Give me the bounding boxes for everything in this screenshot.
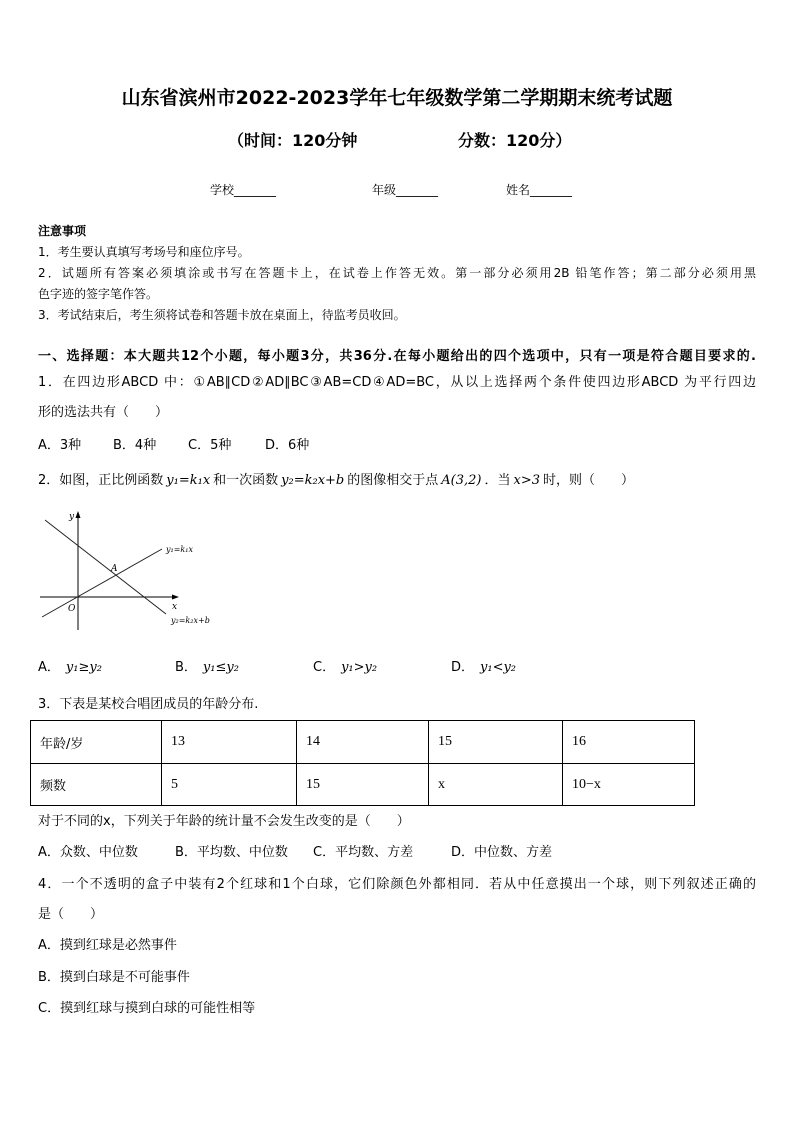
q2-option-b xyxy=(175,658,239,678)
name-field: 姓名_______ xyxy=(506,183,573,197)
section-heading: 一、选择题：本大题共12个小题，每小题3分，共36分.在每小题给出的四个选项中，只有一项是符合题目要求的. xyxy=(38,349,756,364)
q2-stem-math: y₁=k₁x xyxy=(166,473,211,488)
table-row xyxy=(31,721,695,764)
q2-stem xyxy=(38,471,756,491)
notice-line-3: 3．考试结束后，考生须将试卷和答题卡放在桌面上，待监考员收回。 xyxy=(38,308,406,322)
table-cell: 15 xyxy=(429,721,563,764)
q3-option-a: A．众数、中位数 xyxy=(38,845,138,860)
q2-figure xyxy=(30,505,230,635)
q2-stem-text: 2．如图，正比例函数 xyxy=(38,473,164,488)
origin-label: O xyxy=(68,604,76,614)
q1-option-a: A．3种 xyxy=(38,438,82,453)
q3-option-b: B．平均数、中位数 xyxy=(175,845,288,860)
q2-stem-text: 的图像相交于点 xyxy=(347,473,439,488)
q4-option-b: B．摸到白球是不可能事件 xyxy=(38,970,190,985)
q3-options xyxy=(38,843,756,863)
q1-option-c: C．5种 xyxy=(188,438,232,453)
x-axis-arrow xyxy=(172,595,179,600)
option-expr: y₁≥y₂ xyxy=(65,660,102,675)
point-a-label: A xyxy=(111,564,118,574)
y-axis-label: y xyxy=(69,512,75,522)
q3-followup: 对于不同的x，下列关于年龄的统计量不会发生改变的是（ ） xyxy=(38,814,410,829)
table-header-cell: 年龄/岁 xyxy=(31,721,162,764)
line-y2 xyxy=(45,520,166,614)
q1-stem-line-2: 形的选法共有（ ） xyxy=(38,405,169,420)
line-y1-label: y₁=k₁x xyxy=(166,545,193,554)
q4-option-a: A．摸到红球是必然事件 xyxy=(38,938,177,953)
notice-line-2: 2．试题所有答案必须填涂或书写在答题卡上，在试卷上作答无效。第一部分必须用2B 铅笔作答；第二部分必须用黑 xyxy=(38,266,756,280)
table-row xyxy=(31,764,695,806)
q2-stem-text: 和一次函数 xyxy=(213,473,279,488)
table-cell: 16 xyxy=(563,721,695,764)
page-title: 山东省滨州市2022-2023学年七年级数学第二学期期末统考试题 xyxy=(121,87,673,109)
school-field: 学校_______ xyxy=(210,183,277,197)
option-letter: A． xyxy=(38,660,60,675)
table-cell: 14 xyxy=(297,721,429,764)
notice-line-2-cont: 色字迹的签字笔作答。 xyxy=(38,287,159,301)
notice-line-1: 1．考生要认真填写考场号和座位序号。 xyxy=(38,245,250,259)
q2-options xyxy=(38,658,756,678)
q2-stem-text: ．当 xyxy=(484,473,511,488)
q2-option-d xyxy=(451,658,516,678)
q3-stem: 3．下表是某校合唱团成员的年龄分布. xyxy=(38,697,259,712)
table-cell: x xyxy=(429,764,563,806)
q1-option-b: B．4种 xyxy=(113,438,157,453)
q3-option-d: D．中位数、方差 xyxy=(451,845,553,860)
q4-stem-line-1: 4．一个不透明的盒子中装有2个红球和1个白球，它们除颜色外都相同．若从中任意摸出一个球，则下列叙述正确的 xyxy=(38,877,756,892)
q1-stem-line-1: 1．在四边形ABCD 中：①AB∥CD②AD∥BC③AB=CD④AD=BC，从以上选择两个条件使四边形ABCD 为平行四边 xyxy=(38,375,756,390)
q4-option-c: C．摸到红球与摸到白球的可能性相等 xyxy=(38,1001,256,1016)
table-cell: 5 xyxy=(162,764,297,806)
x-axis-label: x xyxy=(172,602,178,612)
table-cell: 15 xyxy=(297,764,429,806)
notice-heading: 注意事项 xyxy=(38,224,87,238)
option-expr: y₁≤y₂ xyxy=(202,660,239,675)
line-y2-label: y₂=k₂x+b xyxy=(171,616,210,625)
line-y1 xyxy=(42,549,162,617)
option-letter: D． xyxy=(451,660,475,675)
q2-option-c xyxy=(313,658,377,678)
q2-stem-math: y₂=k₂x+b xyxy=(281,473,345,488)
option-expr: y₁>y₂ xyxy=(341,660,378,675)
q2-stem-math: A(3,2) xyxy=(441,473,482,488)
q1-option-d: D．6种 xyxy=(265,438,310,453)
q2-stem-math: x>3 xyxy=(513,473,541,488)
table-cell: 10−x xyxy=(563,764,695,806)
q3-option-c: C．平均数、方差 xyxy=(313,845,414,860)
q2-option-a xyxy=(38,658,102,678)
y-axis-arrow xyxy=(76,511,81,518)
q4-stem-line-2: 是（ ） xyxy=(38,907,104,922)
option-letter: C． xyxy=(313,660,336,675)
q1-options xyxy=(38,436,756,456)
table-cell: 13 xyxy=(162,721,297,764)
table-header-cell: 频数 xyxy=(31,764,162,806)
age-frequency-table xyxy=(30,720,695,806)
option-letter: B． xyxy=(175,660,197,675)
exam-score: 分数：120分） xyxy=(458,131,572,150)
q2-stem-text: 时，则（ ） xyxy=(543,473,635,488)
exam-time: （时间：120分钟 xyxy=(228,131,358,150)
option-expr: y₁<y₂ xyxy=(480,660,517,675)
grade-field: 年级_______ xyxy=(372,183,439,197)
